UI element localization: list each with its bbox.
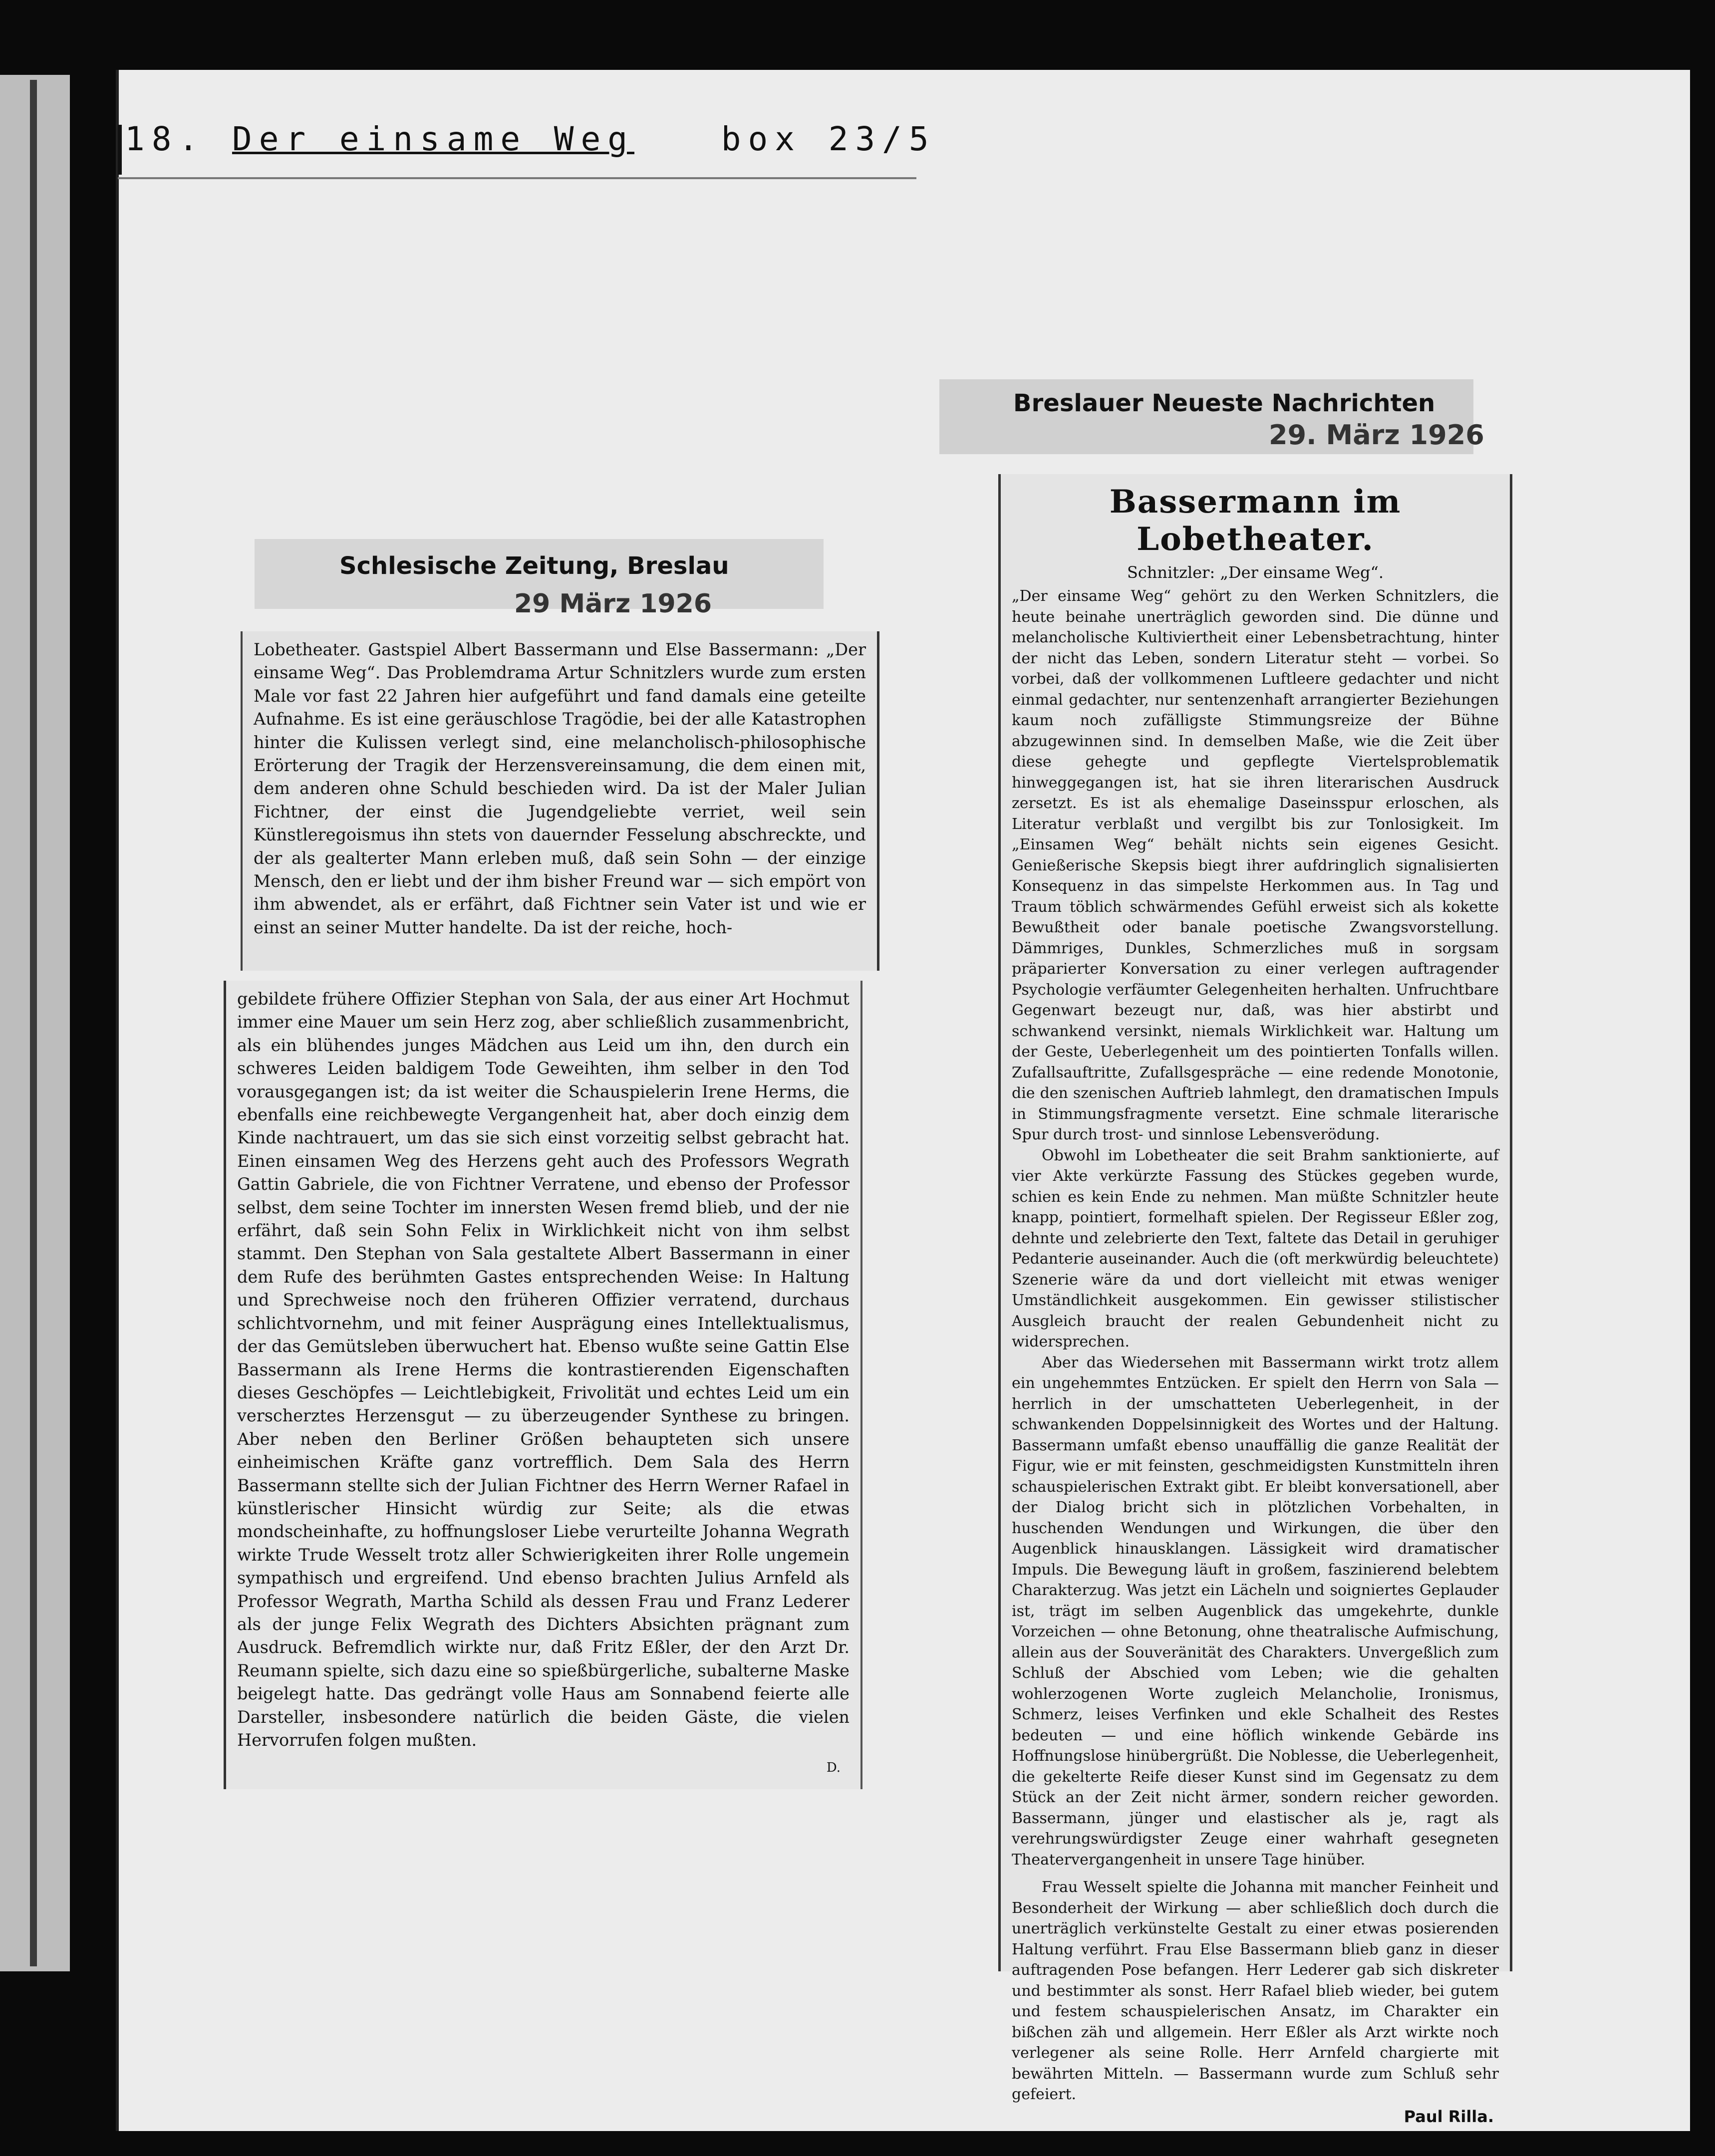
clipping2-source: Breslauer Neueste Nachrichten bbox=[1013, 389, 1435, 417]
clipping2-paragraph-2: Obwohl im Lobetheater die seit Brahm sanktionierte, auf vier Akte verkürzte Fassung des Stückes gegeben wurde, schien es kein Ende zu nehmen. Man müßte Schnitzler heute knapp, pointiert, formelhaft spielen. Der Regisseur Eßler zog, dehnte und zelebrierte den Text, faltete das Detail in geruhiger Pedanterie auseinander. Auch die (oft merkwürdig beleuchtete) Szenerie wäre da und dort vielleicht mit etwas weniger Umständlichkeit ausgekommen. Ein gewisser stilistischer Ausgleich braucht der realen Gebundenheit nicht zu widersprechen. bbox=[1012, 1146, 1499, 1350]
clipping1-text-part1: Lobetheater. Gastspiel Albert Bassermann und Else Bassermann: „Der einsame Weg“. Das Problemdrama Artur Schnitzlers wurde zum ersten Male vor fast 22 Jahren hier aufgeführt und fand damals eine geteilte Aufnahme. Es ist eine geräuschlose Tragödie, bei der alle Katastrophen hinter die Kulissen verlegt sind, eine melancholisch-philosophische Erörterung der Tragik der Herzensvereinsamung, die dem einen mit, dem anderen ohne Schuld beschieden wird. Da ist der Maler Julian Fichtner, der einst die Jugendgeliebte verriet, weil sein Künstleregoismus ihn stets von dauernder Fesselung abschreckte, und der als gealterter Mann erleben muß, daß sein Sohn — der einzige Mensch, den er liebt und der ihm bisher Freund war — sich empört von ihm abwendet, als er erfährt, daß Fichtner sein Vater ist und wie er einst an seiner Mutter handelte. Da ist der reiche, hoch- bbox=[254, 640, 866, 937]
archive-header bbox=[125, 120, 973, 170]
clipping1-part2 bbox=[224, 981, 862, 1789]
clipping1-date-stamp: 29 März 1926 bbox=[514, 589, 712, 619]
clipping1-source: Schlesische Zeitung, Breslau bbox=[339, 552, 729, 580]
clipping2-paragraph-1: „Der einsame Weg“ gehört zu den Werken Schnitzlers, die heute beinahe unerträglich geworden sind. Die dünne und melancholische Kultiviertheit einer Lebensbetrachtung, hinter der nicht das Leben, sondern Literatur steht — vorbei. So vorbei, daß der vollkommenen Luftleere gedachter und nicht einmal gedachter, nur sentenzenhaft arrangierter Beziehungen kaum noch zufälligste Stimmungsreize der Bühne abzugewinnen sind. In demselben Maße, wie die Zeit über diese gehegte und gepflegte Viertelsproblematik hinweggegangen ist, hat sie ihren literarischen Ausdruck zersetzt. Es ist als ehemalige Daseinsspur erloschen, als Literatur verblaßt und vergilbt bis zur Tonlosigkeit. Im „Einsamen Weg“ behält nichts sein eigenes Gesicht. Genießerische Skepsis biegt ihrer aufdringlich signalisierten Konsequenz in das simpelste Herkommen aus. In Tag und Traum töblich schwärmendes Gefühl erweist sich als kokette Bewußtheit oder banale poetische Zwangsvorstellung. Dämmriges, Dunkles, Schmerzliches muß in sorgsam präparierter Konversation zu einer verlegen auftragender Psychologie verfäumter Gelegenheiten herhalten. Unfruchtbare Gegenwart bezeugt nur, daß, was hier abstirbt und schwankend versinkt, niemals Wirklichkeit war. Haltung um der Geste, Ueberlegenheit um des pointierten Tonfalls willen. Zufallsauftritte, Zufallsgespräche — eine redende Monotonie, die den szenischen Auftrieb lahmlegt, den dramatischen Impuls in Stimmungsfragmente versetzt. Eine schmale literarische Spur durch trost- und sinnlose Lebensverödung. bbox=[1012, 587, 1499, 1143]
clipping1-source-label bbox=[255, 539, 824, 619]
clipping1-text-part2: gebildete frühere Offizier Stephan von Sala, der aus einer Art Hochmut immer eine Mauer um sein Herz zog, aber schließlich zusammenbricht, als ein blühendes junges Mädchen aus Leid um ihn, den durch ein schweres Leiden baldigem Tode Geweihten, ihm selber in den Tod vorausgegangen ist; da ist weiter die Schauspielerin Irene Herms, die ebenfalls eine reichbewegte Vergangenheit hat, aber doch einzig dem Kinde nachtrauert, um das sie sich einst vorzeitig selbst gebracht hat. Einen einsamen Weg des Herzens geht auch des Professors Wegrath Gattin Gabriele, die von Fichtner Verratene, und ebenso der Professor selbst, dem seine Tochter im innersten Wesen fremd blieb, und der nie erfährt, daß sein Sohn Felix in Wirklichkeit nicht von ihm selbst stammt. Den Stephan von Sala gestaltete Albert Bassermann in einer dem Rufe des berühmten Gastes entsprechenden Weise: In Haltung und Sprechweise noch den früheren Offizier verratend, durchaus schlichtvornehm, und mit feiner Ausprägung eines Intellektualismus, der das Gemütsleben überwuchert hat. Ebenso wußte seine Gattin Else Bassermann als Irene Herms die kontrastierenden Eigenschaften dieses Geschöpfes — Leichtlebigkeit, Frivolität und echtes Leid um ein verscherztes Herzensgut — zu überzeugender Synthese zu bringen. Aber neben den Berliner Größen behaupteten sich unsere einheimischen Kräfte ganz vortrefflich. Dem Sala des Herrn Bassermann stellte sich der Julian Fichtner des Herrn Werner Rafael in künstlerischer Hinsicht würdig zur Seite; als die etwas mondscheinhafte, zu hoffnungsloser Liebe verurteilte Johanna Wegrath wirkte Trude Wesselt trotz aller Schwierigkeiten ihrer Rolle ungemein sympathisch und ergreifend. Und ebenso brachten Julius Arnfeld als Professor Wegrath, Martha Schild als dessen Frau und Franz Lederer als der junge Felix Wegrath des Dichters Absichten prägnant zum Ausdruck. Befremdlich wirkte nur, daß Fritz Eßler, der den Arzt Dr. Reumann spielte, sich dazu eine so spießbürgerliche, subalterne Maske beigelegt hatte. Das gedrängt volle Haus am Sonnabend feierte alle Darsteller, insbesondere natürlich die beiden Gäste, die vielen Hervorrufen folgen mußten. bbox=[237, 989, 850, 1750]
clipping2-date-stamp: 29. März 1926 bbox=[1269, 419, 1484, 451]
header-box: box 23/5 bbox=[721, 120, 936, 158]
clipping1-part1 bbox=[241, 631, 879, 971]
clipping2-signature: Paul Rilla. bbox=[1404, 2107, 1494, 2126]
clipping2-source-label bbox=[939, 379, 1484, 454]
clipping2-paragraph-4: Frau Wesselt spielte die Johanna mit mancher Feinheit und Besonderheit der Wirkung — aber schließlich doch durch die unerträglich verkünstelte Gestalt zu einer etwas posierenden Haltung verführt. Frau Else Bassermann blieb ganz in dieser auftragenden Pose befangen. Herr Lederer gab sich diskreter und bestimmter als sonst. Herr Rafael blieb wieder, bei gutem und festem schauspielerischen Ansatz, im Charakter ein bißchen zäh und allgemein. Herr Eßler als Arzt wirkte noch verlegener als seine Rolle. Herr Arnfeld chargierte mit bewährten Mitteln. — Bassermann wurde zum Schluß sehr gefeiert. bbox=[1012, 1879, 1499, 2103]
header-rule bbox=[118, 177, 916, 179]
header-title: Der einsame Weg bbox=[232, 120, 634, 158]
clipping2-paragraph-3: Aber das Wiedersehen mit Bassermann wirkt trotz allem ein ungehemmtes Entzücken. Er spielt den Herrn von Sala — herrlich in der umschatteten Ueberlegenheit, in der schwankenden Doppelsinnigkeit des Wortes und der Haltung. Bassermann umfaßt ebenso unauffällig die ganze Realität der Figur, wie er mit feinsten, geschmeidigsten Kunstmitteln ihren schauspielerischen Extrakt gibt. Er bleibt konversationell, aber der Dialog bricht sich in plötzlichen Vorbehalten, in huschenden Wendungen und Wirkungen, die über den Augenblick hinausklangen. Lässigkeit wird dramatischer Impuls. Die Bewegung läuft in großem, faszinierend belebtem Charakterzug. Was jetzt ein Lächeln und soigniertes Geplauder ist, trägt im selben Augenblick das umgekehrte, dunkle Vorzeichen — ohne Betonung, ohne theatralische Aufmischung, allein aus der Souveränität des Charakters. Unvergeßlich zum Schluß der Abschied vom Leben; wie die gehalten wohlerzogenen Worte zugleich Melancholie, Ironismus, Schmerz, leises Verfinken und ekle Schalheit des Restes bedeuten — und eine höflich winkende Gebärde ins Hoffnungslose hinübergrüßt. Die Noblesse, die Ueberlegenheit, die gekelterte Reife dieser Kunst sind im Gegensatz zu dem Stück an der Zeit nicht ärmer, sondern reicher geworden. Bassermann, jünger und elastischer als je, ragt als verehrungswürdigster Zeuge einer wahrhaft gesegneten Theatervergangenheit in unsere Tage hinüber. bbox=[1012, 1353, 1499, 1869]
header-bracket bbox=[118, 125, 122, 175]
header-number: 18. bbox=[125, 120, 206, 158]
clipping2-headline: Bassermann im Lobetheater. bbox=[1109, 483, 1402, 558]
clipping2-subtitle: Schnitzler: „Der einsame Weg“. bbox=[1127, 563, 1384, 582]
neighbor-page-shadow bbox=[30, 80, 37, 1966]
clipping2-article bbox=[998, 474, 1512, 2126]
clipping1-signature: D. bbox=[826, 1760, 841, 1775]
